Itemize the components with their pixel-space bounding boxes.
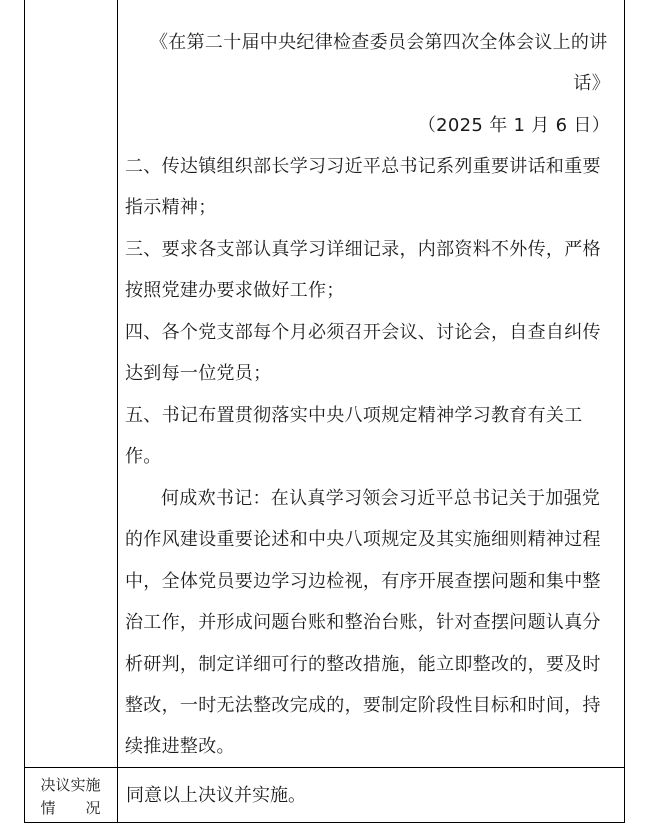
table-border-left <box>24 0 25 823</box>
table-border-middle <box>117 0 118 823</box>
item-2-line-2: 指示精神； <box>125 197 217 218</box>
table-border-bottom <box>24 822 625 823</box>
secretary-remarks-line-6: 整改，一时无法整改完成的，要制定阶段性目标和时间，持 <box>125 695 601 716</box>
table-border-right <box>624 0 625 823</box>
item-2-line-1: 二、传达镇组织部长学习习近平总书记系列重要讲话和重要 <box>125 156 601 177</box>
speech-date: （2025 年 1 月 6 日） <box>417 115 610 136</box>
item-4-line-1: 四、各个党支部每个月必须召开会议、讨论会，自查自纠传 <box>125 322 601 343</box>
item-5-line-1: 五、书记布置贯彻落实中央八项规定精神学习教育有关工 <box>125 405 583 426</box>
item-3-line-1: 三、要求各支部认真学习详细记录，内部资料不外传，严格 <box>125 239 601 260</box>
secretary-remarks-line-3: 中，全体党员要边学习边检视，有序开展查摆问题和集中整 <box>125 571 601 592</box>
speech-title-line-1: 《在第二十届中央纪律检查委员会第四次全体会议上的讲 <box>150 32 608 53</box>
secretary-remarks-line-1: 何成欢书记：在认真学习领会习近平总书记关于加强党 <box>161 488 601 509</box>
implementation-text: 同意以上决议并实施。 <box>126 785 306 806</box>
item-3-line-2: 按照党建办要求做好工作； <box>125 280 345 301</box>
secretary-remarks-line-7: 续推进整改。 <box>125 736 235 757</box>
secretary-remarks-line-4: 治工作，并形成问题台账和整治台账，针对查摆问题认真分 <box>125 612 601 633</box>
table-row-separator <box>24 767 625 768</box>
secretary-remarks-line-5: 析研判，制定详细可行的整改措施，能立即整改的，要及时 <box>125 654 601 675</box>
secretary-remarks-line-2: 的作风建设重要论述和中央八项规定及其实施细则精神过程 <box>125 529 601 550</box>
item-5-line-2: 作。 <box>125 446 162 467</box>
implementation-label-line-2: 情 况 <box>40 799 101 817</box>
implementation-label-line-1: 决议实施 <box>40 776 101 794</box>
item-4-line-2: 达到每一位党员； <box>125 363 272 384</box>
speech-title-line-2: 话》 <box>573 73 610 94</box>
